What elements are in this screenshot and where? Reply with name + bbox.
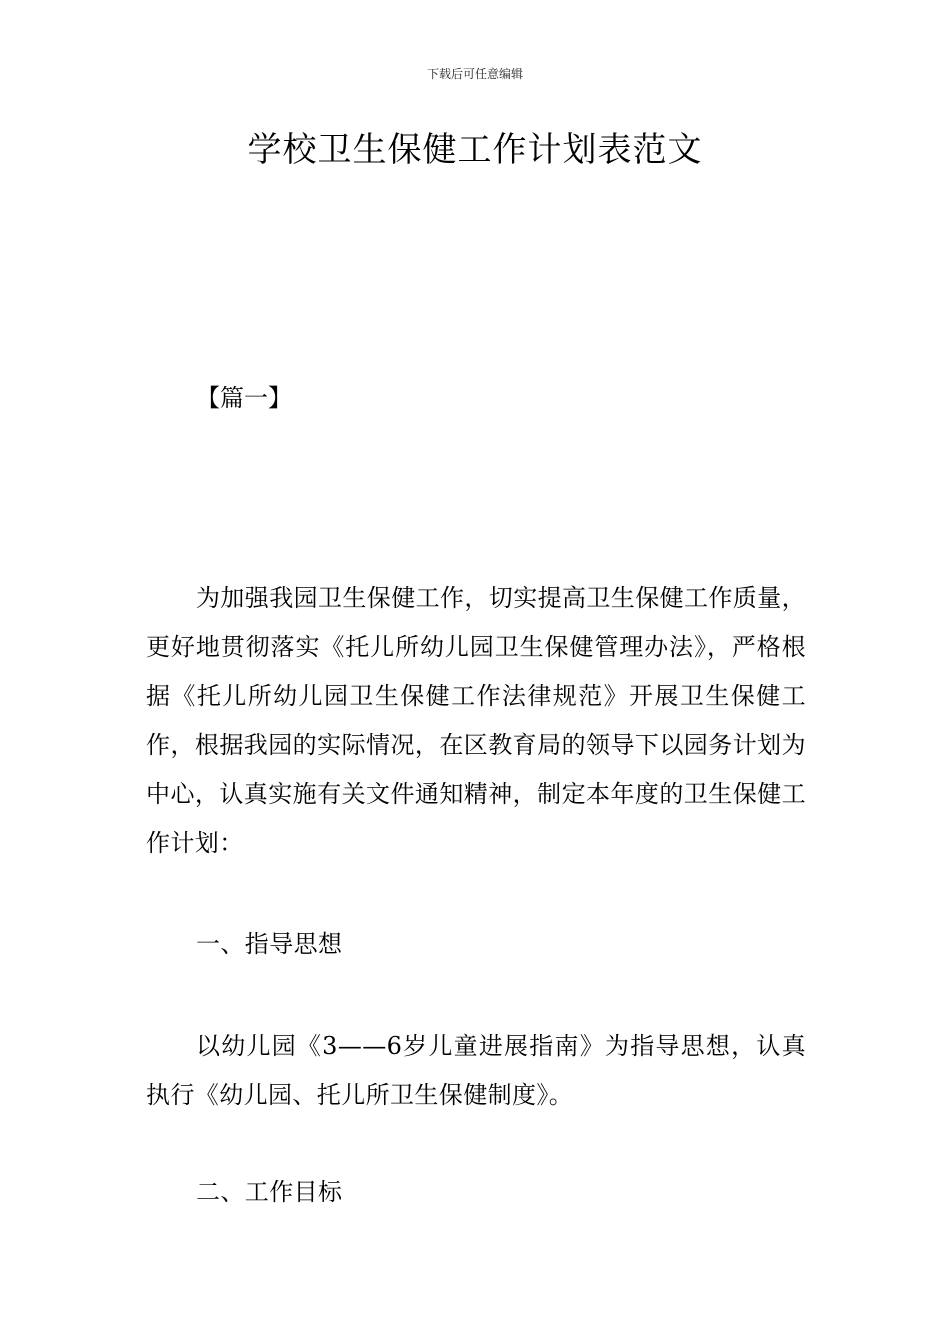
header-note: 下载后可任意编辑 (426, 67, 523, 81)
document-title: 学校卫生保健工作计划表范文 (247, 130, 703, 170)
guiding-paragraph: 以幼儿园《3——6岁儿童进展指南》为指导思想，认真执行《幼儿园、托儿所卫生保健制度》。 (146, 1032, 806, 1109)
intro-paragraph: 为加强我园卫生保健工作，切实提高卫生保健工作质量，更好地贯彻落实《托儿所幼儿园卫生保健管理办法》，严格根据《托儿所幼儿园卫生保健工作法律规范》开展卫生保健工作，根据我园的实际情况，在区教育局的领导下以园务计划为中心，认真实施有关文件通知精神，制定本年度的卫生保健工作计划： (146, 584, 806, 857)
heading-guiding-ideology: 一、指导思想 (196, 930, 343, 958)
heading-work-goals: 二、工作目标 (196, 1178, 343, 1206)
section-mark: 【篇一】 (196, 384, 292, 412)
